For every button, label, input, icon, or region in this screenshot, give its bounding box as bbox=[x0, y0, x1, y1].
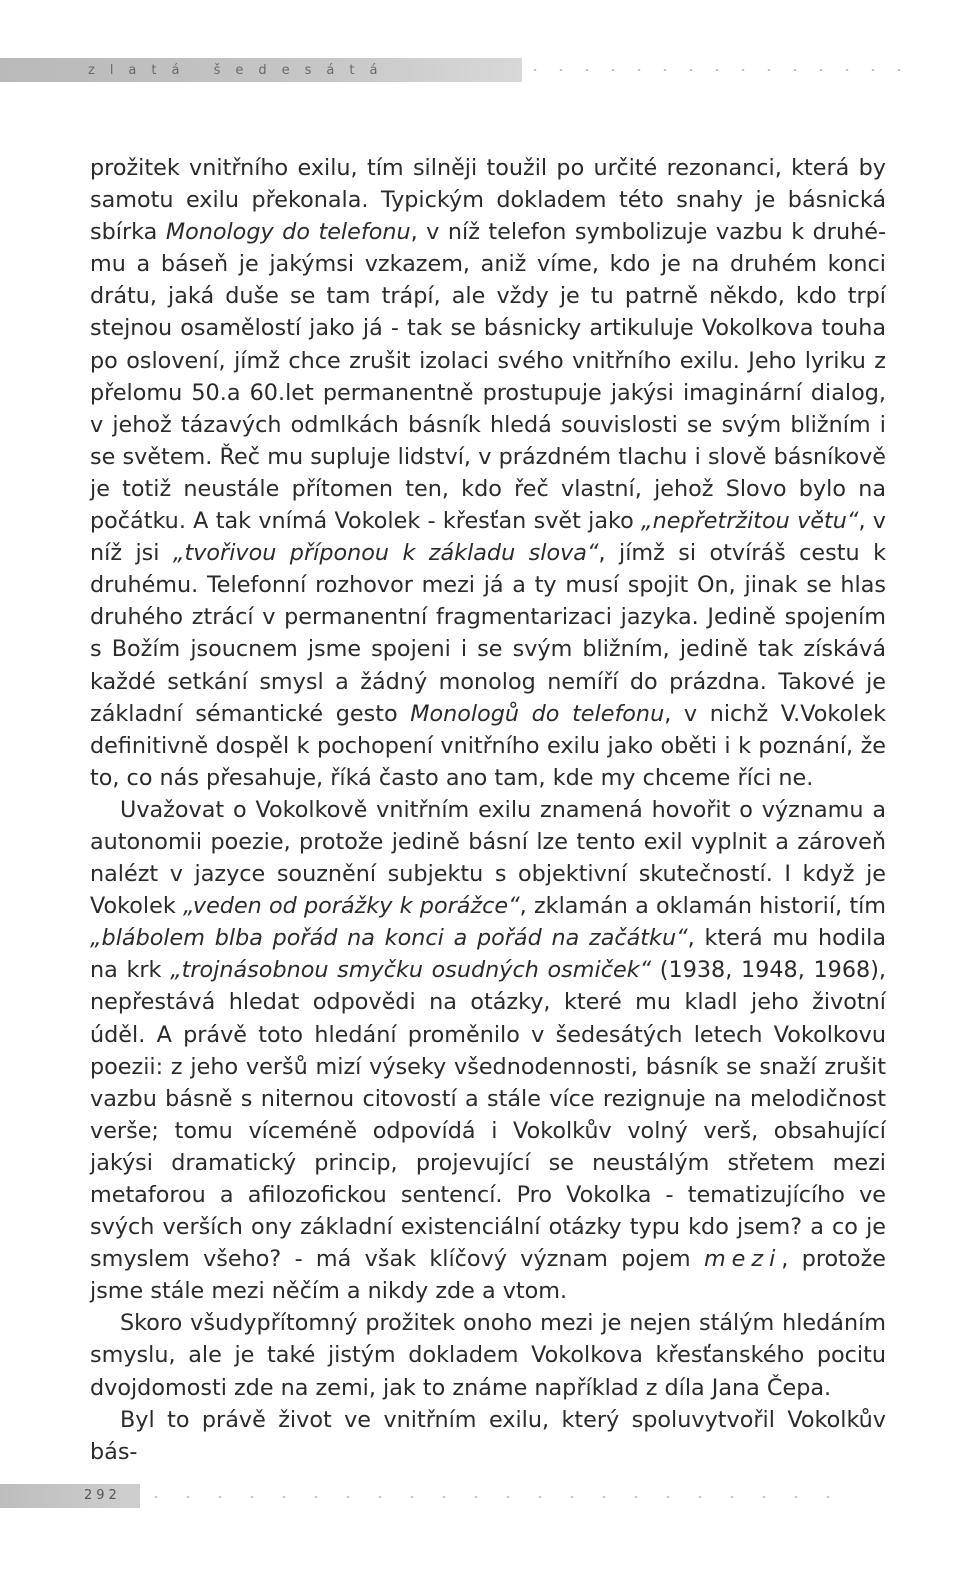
italic-quote: „veden od porážky k porážce“ bbox=[182, 893, 520, 920]
text-run: , zklamán a oklamán historií, tím bbox=[519, 893, 886, 920]
italic-quote: „trojnásobnou smyčku osudných osmiček“ bbox=[170, 957, 652, 984]
text-run: , v níž jsi bbox=[90, 508, 886, 567]
text-run: prožitek vnitřního exilu, tím silněji toužil po určité rezonanci, která by samotu exilu překonala. Typickým dokladem této snahy je básnická sbírka bbox=[90, 155, 886, 246]
paragraph bbox=[90, 794, 886, 1308]
footer-dotted-rule bbox=[140, 1496, 840, 1498]
italic-quote: „nepřetržitou větu“ bbox=[641, 508, 859, 535]
body-text bbox=[90, 152, 886, 1468]
spaced-emphasis: mezi bbox=[703, 1246, 782, 1273]
text-run: , jímž si otvíráš cestu k druhému. Telefonní rozhovor mezi já a ty musí spojit On, jinak se hlas druhého ztrácí v permanentní fragmentarizaci jazyka. Jedině spojením s Božím jsoucnem jsme spojeni i se svým bližním, jedině tak získává každé setkání smysl a žádný monolog nemíří do prázdna. Takové je základní sémantické gesto bbox=[90, 540, 886, 727]
paragraph bbox=[90, 152, 886, 794]
text-run: Uvažovat o Vokolkově vnitřním exilu znamená hovořit o významu a autonomii poezie, protože jedině básní lze tento exil vyplnit a zároveň nalézt v jazyce souznění subjektu s objektivní skutečností. I když je Vokolek bbox=[90, 796, 886, 920]
paragraph bbox=[90, 1307, 886, 1403]
italic-quote: Monology do telefonu bbox=[165, 219, 411, 246]
text-run: Byl to právě život ve vnitřním exilu, který spoluvytvořil Vokolkův bás- bbox=[90, 1406, 886, 1465]
running-head: zlatá šedesátá bbox=[88, 63, 393, 78]
text-run: , v níž telefon symbolizuje vazbu k druhému a báseň je jakýmsi vzkazem, aniž víme, kdo je na druhém konci drátu, jaká duše se tam trápí, ale vždy je tu patrně někdo, kdo trpí stejnou osamělostí jako já - tak se básnicky artikuluje Vokolkova touha po oslovení, jímž chce zrušit izolaci svého vnitřního exilu. Jeho lyriku z přelomu 50.a 60.let permanentně prostupuje jakýsi imaginární dialog, v jehož tázavých odmlkách básník hledá souvislosti se svým bližním i se světem. Řeč mu supluje lidství, v prázdném tlachu i slově básníkově je totiž neustále přítomen ten, kdo řeč vlastní, jehož Slovo bylo na počátku. A tak vnímá Vokolek - křesťan svět jako bbox=[90, 219, 886, 535]
text-run: (1938, 1948, 1968), nepřestává hledat odpovědi na otázky, které mu kladl jeho životní úděl. A právě toto hledání proměnilo v šedesátých letech Vokolkovu poezii: z jeho veršů mizí výseky všednodennosti, básník se snaží zrušit vazbu básně s niternou citovostí a stále více rezignuje na melodičnost verše; tomu víceméně odpovídá i Vokolkův volný verš, obsahující jakýsi dramatický princip, projevující se neustálým střetem mezi metaforou a afilozofickou sentencí. Pro Vokolka - tematizujícího ve svých verších ony základní existenciální otázky typu kdo jsem? a co je smyslem všeho? - má však klíčový význam pojem bbox=[90, 957, 886, 1273]
page-number: 292 bbox=[84, 1488, 121, 1503]
text-run: , která mu hodila na krk bbox=[90, 925, 886, 984]
italic-quote: „blábolem blba pořád na konci a pořád na začátku“ bbox=[90, 925, 688, 952]
paragraph bbox=[90, 1404, 886, 1468]
text-run: Skoro všudypřítomný prožitek onoho mezi je nejen stálým hledáním smyslu, ale je také jistým dokladem Vokolkova křesťanského pocitu dvojdomosti zde na zemi, jak to známe například z díla Jana Čepa. bbox=[90, 1310, 886, 1401]
italic-quote: Monologů do telefonu bbox=[410, 700, 665, 727]
text-run: , protože jsme stále mezi něčím a nikdy zde a vtom. bbox=[90, 1246, 886, 1305]
text-run: , v nichž V.Vokolek definitivně dospěl k pochopení vnitřního exilu jako oběti i k poznání, že to, co nás přesahuje, říká často ano tam, kde my chceme říci ne. bbox=[90, 700, 886, 791]
header-dotted-rule bbox=[522, 69, 902, 71]
italic-quote: „tvořivou příponou k základu slova“ bbox=[172, 540, 599, 567]
